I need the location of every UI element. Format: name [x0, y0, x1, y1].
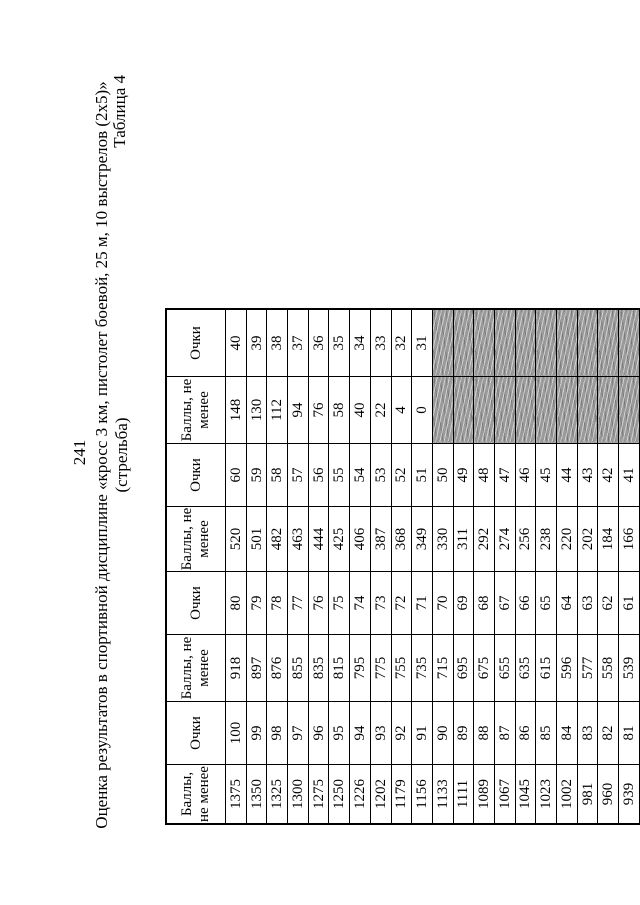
score-cell [619, 377, 640, 444]
points-cell: 46 [515, 444, 536, 507]
score-cell: 918 [226, 635, 247, 702]
points-cell: 86 [515, 702, 536, 765]
points-cell: 92 [391, 702, 412, 765]
points-cell: 33 [370, 309, 391, 377]
table-title [92, 65, 132, 845]
table-row [619, 309, 640, 824]
points-cell: 72 [391, 572, 412, 635]
score-cell: 166 [619, 507, 640, 572]
score-cell: 1179 [391, 765, 412, 825]
table-row [370, 309, 391, 824]
score-cell: 22 [370, 377, 391, 444]
table-row [474, 309, 495, 824]
table-row [329, 309, 350, 824]
score-cell: 1350 [246, 765, 267, 825]
points-cell: 80 [226, 572, 247, 635]
points-cell: 36 [308, 309, 329, 377]
score-cell: 256 [515, 507, 536, 572]
score-cell: 184 [598, 507, 619, 572]
table-row [391, 309, 412, 824]
points-cell: 67 [494, 572, 515, 635]
points-cell: 38 [267, 309, 288, 377]
points-cell [432, 309, 453, 377]
score-cell: 981 [577, 765, 598, 825]
score-cell: 715 [432, 635, 453, 702]
score-cell: 0 [412, 377, 433, 444]
points-cell [453, 309, 474, 377]
table-row [598, 309, 619, 824]
score-cell: 939 [619, 765, 640, 825]
score-cell: 1325 [267, 765, 288, 825]
score-cell: 876 [267, 635, 288, 702]
points-cell: 60 [226, 444, 247, 507]
score-cell: 755 [391, 635, 412, 702]
score-cell [432, 377, 453, 444]
score-cell: 655 [494, 635, 515, 702]
score-cell: 40 [350, 377, 371, 444]
score-cell: 130 [246, 377, 267, 444]
points-cell: 81 [619, 702, 640, 765]
header-score-2: Баллы, не менее [166, 635, 226, 702]
header-points-1: Очки [166, 702, 226, 765]
points-cell: 61 [619, 572, 640, 635]
points-cell: 70 [432, 572, 453, 635]
points-cell: 68 [474, 572, 495, 635]
score-cell: 368 [391, 507, 412, 572]
score-cell: 463 [288, 507, 309, 572]
points-cell: 100 [226, 702, 247, 765]
score-cell: 1002 [557, 765, 578, 825]
points-cell: 99 [246, 702, 267, 765]
score-cell: 1250 [329, 765, 350, 825]
score-cell: 775 [370, 635, 391, 702]
points-cell: 85 [536, 702, 557, 765]
header-points-4: Очки [166, 309, 226, 377]
points-cell: 58 [267, 444, 288, 507]
score-cell: 501 [246, 507, 267, 572]
points-cell: 62 [598, 572, 619, 635]
table-row [577, 309, 598, 824]
points-cell: 79 [246, 572, 267, 635]
table-title-line1: Оценка результатов в спортивной дисциплине «кросс 3 км, пистолет боевой, 25 м, 10 выстрелов (2х5)» [92, 81, 111, 829]
score-cell: 1111 [453, 765, 474, 825]
score-cell: 1045 [515, 765, 536, 825]
points-cell: 84 [557, 702, 578, 765]
score-cell [598, 377, 619, 444]
points-cell: 50 [432, 444, 453, 507]
score-cell: 558 [598, 635, 619, 702]
score-cell [494, 377, 515, 444]
score-cell: 635 [515, 635, 536, 702]
points-cell: 98 [267, 702, 288, 765]
score-cell: 112 [267, 377, 288, 444]
points-cell: 49 [453, 444, 474, 507]
score-cell: 444 [308, 507, 329, 572]
score-cell: 4 [391, 377, 412, 444]
points-cell: 96 [308, 702, 329, 765]
points-cell: 41 [619, 444, 640, 507]
table-row [267, 309, 288, 824]
points-cell [557, 309, 578, 377]
score-cell: 202 [577, 507, 598, 572]
score-cell: 58 [329, 377, 350, 444]
points-cell: 37 [288, 309, 309, 377]
points-cell [474, 309, 495, 377]
points-cell: 88 [474, 702, 495, 765]
header-score-3: Баллы, не менее [166, 507, 226, 572]
score-cell: 835 [308, 635, 329, 702]
score-cell: 1300 [288, 765, 309, 825]
points-cell: 87 [494, 702, 515, 765]
score-cell: 1023 [536, 765, 557, 825]
score-cell [515, 377, 536, 444]
table-row [453, 309, 474, 824]
points-cell [598, 309, 619, 377]
points-cell: 93 [370, 702, 391, 765]
score-cell: 238 [536, 507, 557, 572]
score-cell: 482 [267, 507, 288, 572]
score-cell: 425 [329, 507, 350, 572]
page-number: 241 [70, 439, 89, 466]
score-cell: 960 [598, 765, 619, 825]
score-cell [474, 377, 495, 444]
table-title-line2: (стрельба) [112, 417, 131, 493]
table-row [494, 309, 515, 824]
points-cell [577, 309, 598, 377]
score-cell: 1156 [412, 765, 433, 825]
points-cell: 45 [536, 444, 557, 507]
points-cell: 42 [598, 444, 619, 507]
score-cell: 1375 [226, 765, 247, 825]
score-cell: 274 [494, 507, 515, 572]
score-table [165, 308, 640, 825]
score-cell [453, 377, 474, 444]
points-cell: 55 [329, 444, 350, 507]
points-cell: 78 [267, 572, 288, 635]
points-cell: 63 [577, 572, 598, 635]
header-score-4: Баллы, не менее [166, 377, 226, 444]
points-cell: 56 [308, 444, 329, 507]
header-points-2: Очки [166, 572, 226, 635]
score-cell [557, 377, 578, 444]
points-cell [515, 309, 536, 377]
table-row [515, 309, 536, 824]
header-points-3: Очки [166, 444, 226, 507]
score-cell: 220 [557, 507, 578, 572]
points-cell: 39 [246, 309, 267, 377]
points-cell: 57 [288, 444, 309, 507]
points-cell: 52 [391, 444, 412, 507]
points-cell: 34 [350, 309, 371, 377]
score-cell: 577 [577, 635, 598, 702]
points-cell: 75 [329, 572, 350, 635]
table-row [288, 309, 309, 824]
table-row [412, 309, 433, 824]
points-cell [494, 309, 515, 377]
points-cell: 76 [308, 572, 329, 635]
score-cell: 815 [329, 635, 350, 702]
score-cell: 1226 [350, 765, 371, 825]
score-cell: 1089 [474, 765, 495, 825]
score-cell: 1275 [308, 765, 329, 825]
score-cell: 148 [226, 377, 247, 444]
points-cell: 69 [453, 572, 474, 635]
points-cell: 51 [412, 444, 433, 507]
points-cell: 47 [494, 444, 515, 507]
score-cell [577, 377, 598, 444]
score-cell: 311 [453, 507, 474, 572]
score-cell: 1067 [494, 765, 515, 825]
score-cell: 520 [226, 507, 247, 572]
table-body [226, 309, 640, 824]
score-cell: 539 [619, 635, 640, 702]
points-cell [536, 309, 557, 377]
score-cell: 1133 [432, 765, 453, 825]
points-cell: 53 [370, 444, 391, 507]
points-cell: 95 [329, 702, 350, 765]
table-row [308, 309, 329, 824]
table-label: Таблица 4 [110, 75, 129, 148]
header-score-1: Баллы, не менее [166, 765, 226, 825]
score-cell: 735 [412, 635, 433, 702]
points-cell: 71 [412, 572, 433, 635]
score-cell: 292 [474, 507, 495, 572]
score-cell: 897 [246, 635, 267, 702]
points-cell: 54 [350, 444, 371, 507]
points-cell: 91 [412, 702, 433, 765]
score-cell: 387 [370, 507, 391, 572]
points-cell: 43 [577, 444, 598, 507]
points-cell: 31 [412, 309, 433, 377]
score-cell: 76 [308, 377, 329, 444]
score-cell: 1202 [370, 765, 391, 825]
points-cell: 48 [474, 444, 495, 507]
points-cell: 90 [432, 702, 453, 765]
score-cell: 675 [474, 635, 495, 702]
table-row [432, 309, 453, 824]
points-cell: 64 [557, 572, 578, 635]
score-cell [536, 377, 557, 444]
points-cell: 73 [370, 572, 391, 635]
score-cell: 330 [432, 507, 453, 572]
score-cell: 596 [557, 635, 578, 702]
score-cell: 94 [288, 377, 309, 444]
points-cell: 82 [598, 702, 619, 765]
points-cell: 66 [515, 572, 536, 635]
points-cell: 32 [391, 309, 412, 377]
table-row [557, 309, 578, 824]
score-cell: 695 [453, 635, 474, 702]
score-cell: 349 [412, 507, 433, 572]
points-cell: 74 [350, 572, 371, 635]
points-cell: 59 [246, 444, 267, 507]
points-cell: 44 [557, 444, 578, 507]
points-cell: 35 [329, 309, 350, 377]
score-cell: 406 [350, 507, 371, 572]
points-cell: 89 [453, 702, 474, 765]
points-cell: 83 [577, 702, 598, 765]
table-row [246, 309, 267, 824]
score-cell: 855 [288, 635, 309, 702]
score-cell: 795 [350, 635, 371, 702]
points-cell: 65 [536, 572, 557, 635]
score-cell: 615 [536, 635, 557, 702]
points-cell: 77 [288, 572, 309, 635]
points-cell: 94 [350, 702, 371, 765]
table-row [226, 309, 247, 824]
table-header-row [166, 309, 226, 824]
points-cell [619, 309, 640, 377]
table-row [350, 309, 371, 824]
points-cell: 40 [226, 309, 247, 377]
points-cell: 97 [288, 702, 309, 765]
table-row [536, 309, 557, 824]
